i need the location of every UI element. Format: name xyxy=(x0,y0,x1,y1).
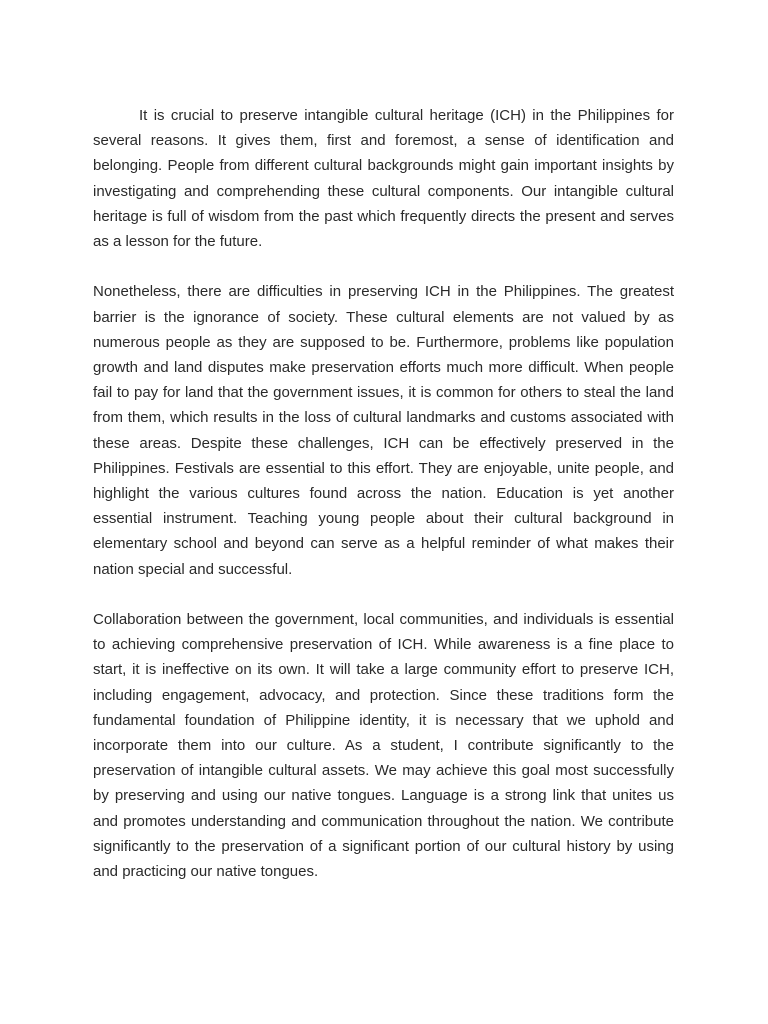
document-body xyxy=(93,103,674,884)
paragraph-1: It is crucial to preserve intangible cultural heritage (ICH) in the Philippines for several reasons. It gives them, first and foremost, a sense of identification and belonging. People from different cultural backgrounds might gain important insights by investigating and comprehending these cultural components. Our intangible cultural heritage is full of wisdom from the past which frequently directs the present and serves as a lesson for the future. xyxy=(93,107,674,251)
paragraph-2: Nonetheless, there are difficulties in preserving ICH in the Philippines. The greatest barrier is the ignorance of society. These cultural elements are not valued by as numerous people as they are supposed to be. Furthermore, problems like population growth and land disputes make preservation efforts much more difficult. When people fail to pay for land that the government issues, it is common for others to steal the land from them, which results in the loss of cultural landmarks and customs associated with these areas. Despite these challenges, ICH can be effectively preserved in the Philippines. Festivals are essential to this effort. They are enjoyable, unite people, and highlight the various cultures found across the nation. Education is yet another essential instrument. Teaching young people about their cultural background in elementary school and beyond can serve as a helpful reminder of what makes their nation special and successful. xyxy=(93,283,674,578)
paragraph-3: Collaboration between the government, local communities, and individuals is essential to achieving comprehensive preservation of ICH. While awareness is a fine place to start, it is ineffective on its own. It will take a large community effort to preserve ICH, including engagement, advocacy, and protection. Since these traditions form the fundamental foundation of Philippine identity, it is necessary that we uphold and incorporate them into our culture. As a student, I contribute significantly to the preservation of intangible cultural assets. We may achieve this goal most successfully by preserving and using our native tongues. Language is a strong link that unites us and promotes understanding and communication throughout the nation. We contribute significantly to the preservation of a significant portion of our cultural history by using and practicing our native tongues. xyxy=(93,611,674,881)
